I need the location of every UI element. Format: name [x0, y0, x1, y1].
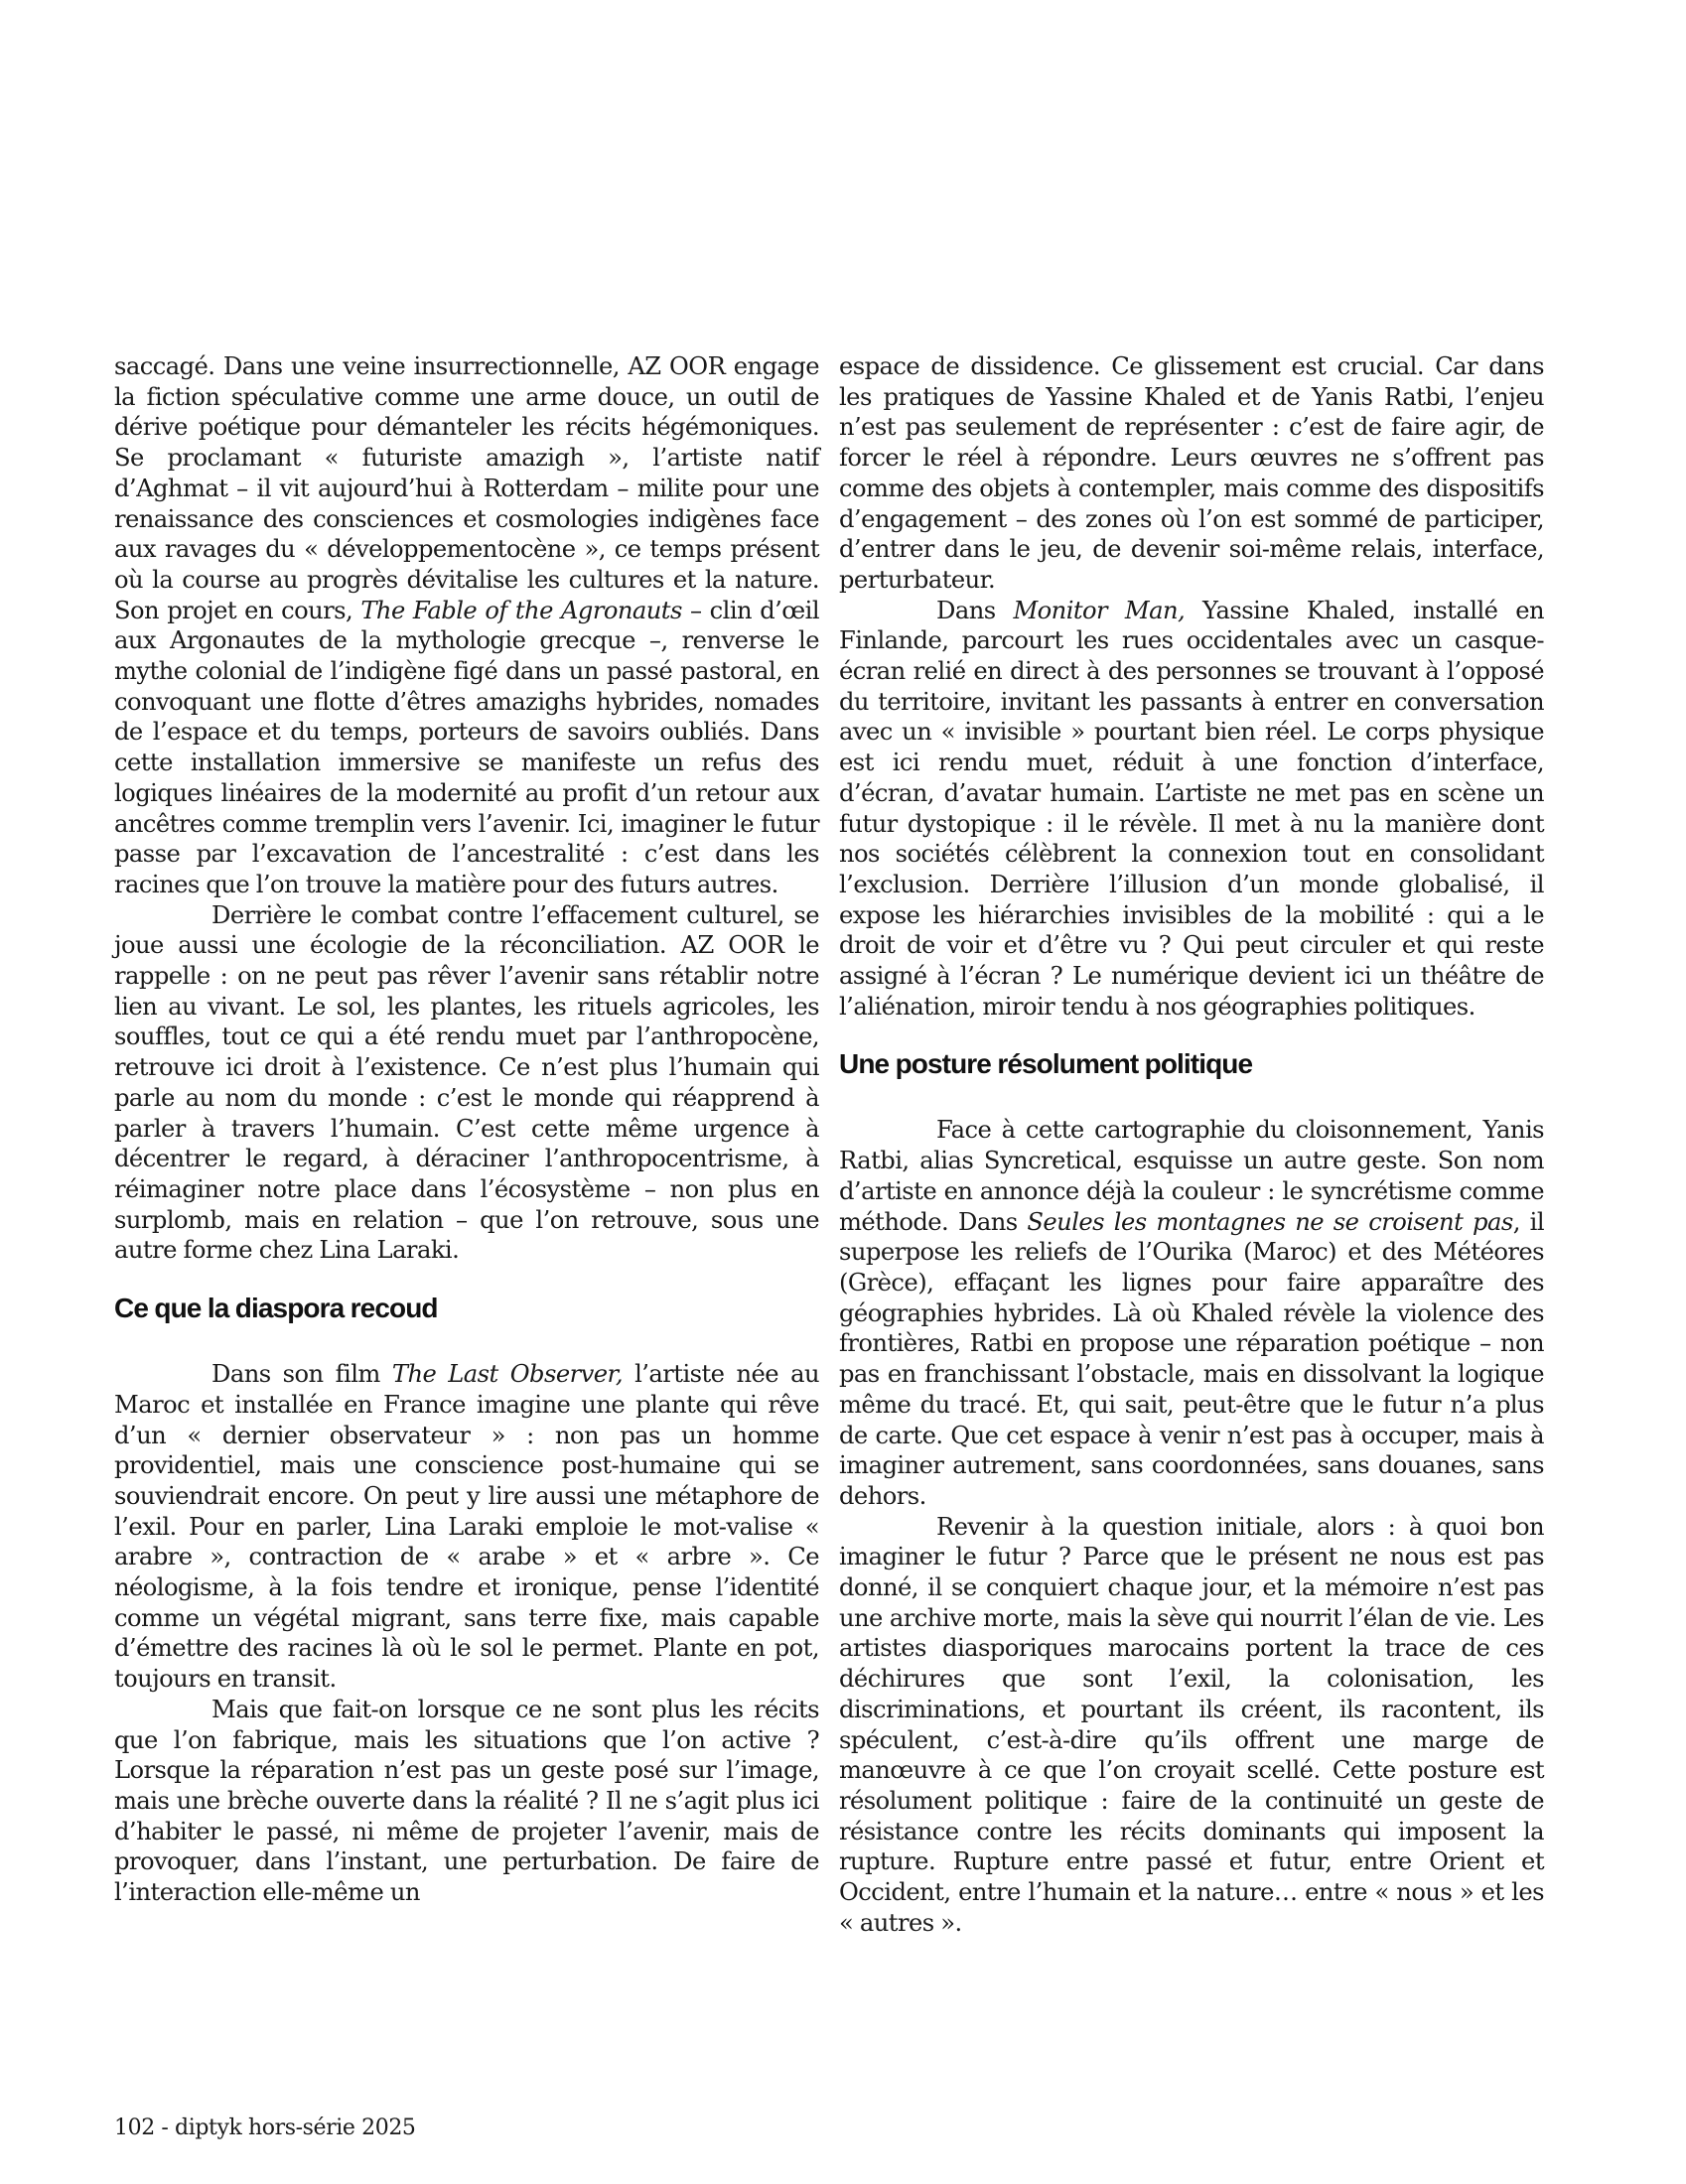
artwork-title: Seules les montagnes ne se croisent pas	[1027, 1207, 1513, 1236]
left-column	[114, 351, 819, 1908]
paragraph: Mais que fait-on lorsque ce ne sont plus les récits que l’on fabrique, mais les situations que l’on active ? Lorsque la réparation n’est pas un geste posé sur l’image, mais une brèche ouverte dans la réalité ? Il ne s’agit plus ici d’habiter le passé, ni même de projeter l’avenir, mais de provoquer, dans l’instant, une perturbation. De faire de l’interaction elle-même un	[114, 1695, 819, 1907]
paragraph: saccagé. Dans une veine insurrectionnelle, AZ OOR engage la fiction spéculative comme une arme douce, un outil de dérive poétique pour démanteler les récits hégémoniques. Se proclamant « futuriste amazigh », l’artiste natif d’Aghmat – il vit aujourd’hui à Rotterdam – milite pour une renaissance des consciences et cosmologies indigènes face aux ravages du « développementocène », ce temps présent où la course au progrès dévitalise les cultures et la nature. Son projet en cours, The Fable of the Agronauts – clin d’œil aux Argonautes de la mythologie grecque –, renverse le mythe colonial de l’indigène figé dans un passé pastoral, en convoquant une flotte d’êtres amazighs hybrides, nomades de l’espace et du temps, porteurs de savoirs oubliés. Dans cette installation immersive se manifeste un refus des logiques linéaires de la modernité au profit d’un retour aux ancêtres comme tremplin vers l’avenir. Ici, imaginer le futur passe par l’excavation de l’ancestralité : c’est dans les racines que l’on trouve la matière pour des futurs autres.	[114, 352, 820, 898]
right-column	[839, 351, 1544, 1938]
paragraph: Dans Monitor Man, Yassine Khaled, installé en Finlande, parcourt les rues occidentales avec un casque-écran relié en direct à des personnes se trouvant à l’opposé du territoire, invitant les passants à entrer en conversation avec un « invisible » pourtant bien réel. Le corps physique est ici rendu muet, réduit à une fonction d’interface, d’écran, d’avatar humain. L’artiste ne met pas en scène un futur dystopique : il le révèle. Il met à nu la manière dont nos sociétés célèbrent la connexion tout en consolidant l’exclusion. Derrière l’illusion d’un monde globalisé, il expose les hiérarchies invisibles de la mobilité : qui a le droit de voir et d’être vu ? Qui peut circuler et qui reste assigné à l’écran ? Le numérique devient ici un théâtre de l’aliénation, miroir tendu à nos géographies politiques.	[839, 596, 1545, 1021]
section-heading: Une posture résolument politique	[839, 1048, 1253, 1080]
artwork-title: The Last Observer,	[391, 1360, 623, 1389]
paragraph: espace de dissidence. Ce glissement est crucial. Car dans les pratiques de Yassine Khaled et de Yanis Ratbi, l’enjeu n’est pas seulement de représenter : c’est de faire agir, de forcer le réel à répondre. Leurs œuvres ne s’offrent pas comme des objets à contempler, mais comme des dispositifs d’engagement – des zones où l’on est sommé de participer, d’entrer dans le jeu, de devenir soi-même relais, interface, perturbateur.	[839, 352, 1544, 594]
artwork-title: Monitor Man,	[1013, 596, 1186, 624]
page-footer: 102 - diptyk hors-série 2025	[114, 2116, 416, 2140]
paragraph: Face à cette cartographie du cloisonnement, Yanis Ratbi, alias Syncretical, esquisse un autre geste. Son nom d’artiste en annonce déjà la couleur : le syncrétisme comme méthode. Dans Seules les montagnes ne se croisent pas, il superpose les reliefs de l’Ourika (Maroc) et des Météores (Grèce), effaçant les lignes pour faire apparaître des géographies hybrides. Là où Khaled révèle la violence des frontières, Ratbi en propose une réparation poétique – non pas en franchissant l’obstacle, mais en dissolvant la logique même du tracé. Et, qui sait, peut-être que le futur n’a plus de carte. Que cet espace à venir n’est pas à occuper, mais à imaginer autrement, sans coordonnées, sans douanes, sans dehors.	[839, 1116, 1545, 1510]
artwork-title: The Fable of the Agronauts	[360, 596, 682, 624]
paragraph: Dans son film The Last Observer, l’artiste née au Maroc et installée en France imagine une plante qui rêve d’un « dernier observateur » : non pas un homme providentiel, mais une conscience post-humaine qui se souviendrait encore. On peut y lire aussi une métaphore de l’exil. Pour en parler, Lina Laraki emploie le mot-valise « arabre », contraction de « arabe » et « arbre ». Ce néologisme, à la fois tendre et ironique, pense l’identité comme un végétal migrant, sans terre fixe, mais capable d’émettre des racines là où le sol le permet. Plante en pot, toujours en transit.	[114, 1360, 819, 1694]
paragraph: Derrière le combat contre l’effacement culturel, se joue aussi une écologie de la réconciliation. AZ OOR le rappelle : on ne peut pas rêver l’avenir sans rétablir notre lien au vivant. Le sol, les plantes, les rituels agricoles, les souffles, tout ce qui a été rendu muet par l’anthropocène, retrouve ici droit à l’existence. Ce n’est plus l’humain qui parle au nom du monde : c’est le monde qui réapprend à parler à travers l’humain. C’est cette même urgence à décentrer le regard, à déraciner l’anthropocentrisme, à réimaginer notre place dans l’écosystème – non plus en surplomb, mais en relation – que l’on retrouve, sous une autre forme chez Lina Laraki.	[114, 900, 819, 1265]
paragraph: Revenir à la question initiale, alors : à quoi bon imaginer le futur ? Parce que le présent ne nous est pas donné, il se conquiert chaque jour, et la mémoire n’est pas une archive morte, mais la sève qui nourrit l’élan de vie. Les artistes diasporiques marocains portent la trace de ces déchirures que sont l’exil, la colonisation, les discriminations, et pourtant ils créent, ils racontent, ils spéculent, c’est-à-dire qu’ils offrent une marge de manœuvre à ce que l’on croyait scellé. Cette posture est résolument politique : faire de la continuité un geste de résistance contre les récits dominants qui imposent la rupture. Rupture entre passé et futur, entre Orient et Occident, entre l’humain et la nature… entre « nous » et les « autres ».	[839, 1512, 1544, 1937]
section-heading: Ce que la diaspora recoud	[114, 1293, 438, 1324]
